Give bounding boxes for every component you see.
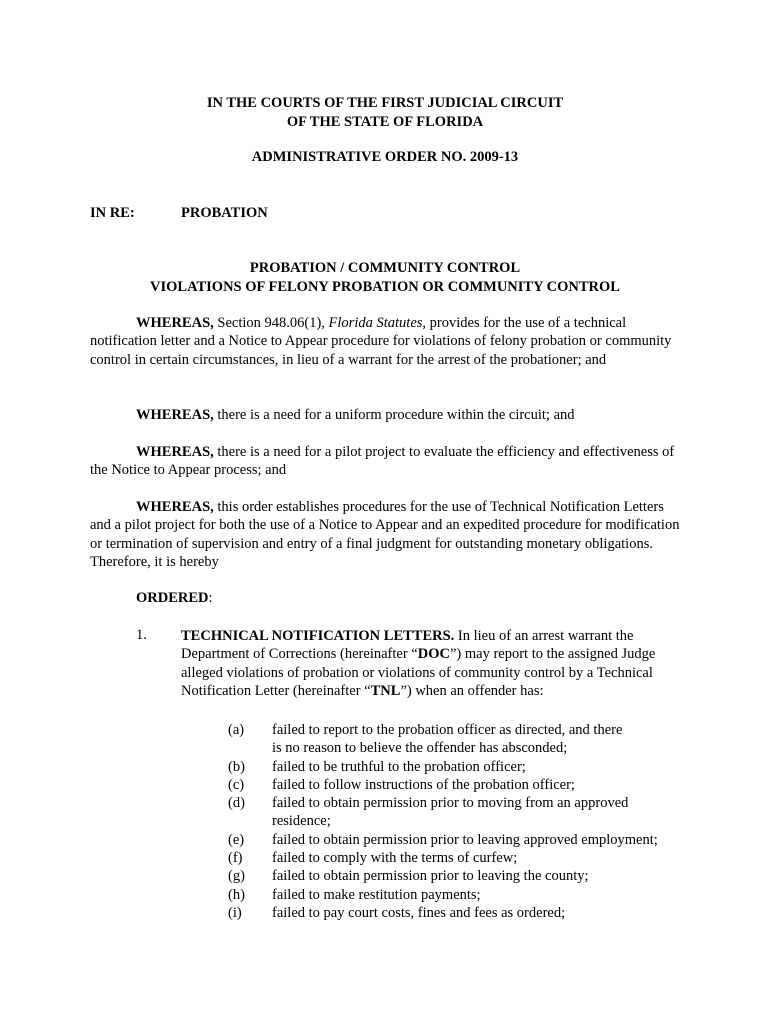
list-item-label: (c) — [228, 776, 245, 793]
list-item-label: (e) — [228, 831, 245, 848]
list-item-label: (f) — [228, 850, 243, 867]
statute-title: Florida Statutes — [328, 315, 423, 331]
list-item-text: failed to report to the probation officer as directed, and there is no reason to believe the offender has absconded; — [272, 722, 623, 757]
whereas-paragraph-2 — [90, 406, 682, 424]
violations-list — [228, 721, 698, 922]
whereas-lead: WHEREAS, — [136, 444, 214, 460]
section-1-text — [181, 627, 681, 701]
ordered-label — [136, 590, 213, 607]
list-item — [228, 904, 698, 922]
list-item-label: (b) — [228, 758, 245, 775]
court-heading-line1: IN THE COURTS OF THE FIRST JUDICIAL CIRCUIT — [206, 95, 564, 111]
list-item-text: failed to comply with the terms of curfew; — [272, 850, 518, 867]
list-item-text: failed to obtain permission prior to leaving the county; — [272, 868, 589, 885]
whereas-paragraph-3 — [90, 443, 682, 480]
list-item — [228, 867, 698, 885]
list-item-label: (i) — [228, 904, 242, 921]
list-item-text: failed to follow instructions of the probation officer; — [272, 776, 575, 793]
list-item-text: failed to obtain permission prior to leaving approved employment; — [272, 831, 658, 848]
section-1-body: ”) may report to the assigned Judge alleged violations of probation or violations of community control by a Technical Notification Letter (hereinafter “ — [181, 646, 656, 700]
list-item-text: failed to make restitution payments; — [272, 886, 481, 903]
whereas-text: there is a need for a uniform procedure within the circuit; and — [213, 407, 575, 423]
subject-line2: VIOLATIONS OF FELONY PROBATION OR COMMUNITY CONTROL — [150, 279, 620, 295]
subject-line1: PROBATION / COMMUNITY CONTROL — [249, 260, 521, 276]
whereas-paragraph-1 — [90, 314, 682, 369]
list-item-text: failed to pay court costs, fines and fees as ordered; — [272, 904, 566, 921]
list-item — [228, 831, 698, 849]
list-item-label: (a) — [228, 722, 245, 738]
whereas-text: , provides for the use of a technical notification letter and a Notice to Appear procedure for violations of felony probation or community control in certain circumstances, in lieu of a warrant for the arrest of the probationer; and — [90, 315, 672, 368]
section-1-body: ”) when an offender has: — [400, 683, 544, 700]
tnl-abbrev: TNL — [370, 683, 401, 700]
whereas-text: Section 948.06(1), — [213, 315, 329, 331]
list-item-text: failed to be truthful to the probation officer; — [272, 758, 526, 775]
list-item-label: (g) — [228, 868, 245, 885]
list-item — [228, 794, 698, 831]
whereas-paragraph-4 — [90, 498, 682, 572]
list-item-label: (d) — [228, 795, 245, 812]
section-1-heading: TECHNICAL NOTIFICATION LETTERS. — [181, 628, 455, 644]
whereas-lead: WHEREAS, — [136, 315, 214, 331]
list-item-label: (h) — [228, 886, 245, 903]
list-item — [228, 721, 698, 758]
doc-abbrev: DOC — [417, 646, 450, 663]
ordered-colon: : — [208, 590, 213, 606]
court-heading-line2: OF THE STATE OF FLORIDA — [286, 114, 484, 130]
list-item — [228, 758, 698, 776]
section-1-number: 1. — [136, 627, 147, 643]
list-item-text: failed to obtain permission prior to moving from an approved residence; — [272, 795, 629, 830]
ordered-word: ORDERED — [136, 590, 209, 606]
list-item — [228, 849, 698, 867]
whereas-text: this order establishes procedures for the use of Technical Notification Letters and a pilot project for both the use of a Notice to Appear and an expedited procedure for modification or termination of supervision and entry of a final judgment for outstanding monetary obligations. Therefore, it is hereby — [90, 499, 680, 571]
section-1-body: In lieu of an arrest warrant the Department of Corrections (hereinafter “ — [181, 628, 634, 663]
whereas-lead: WHEREAS, — [136, 499, 214, 515]
in-re-label: IN RE: — [90, 205, 135, 221]
court-heading — [0, 94, 770, 132]
subject-heading — [0, 259, 770, 297]
in-re-value: PROBATION — [181, 205, 268, 221]
list-item — [228, 886, 698, 904]
whereas-text: there is a need for a pilot project to evaluate the efficiency and effectiveness of the Notice to Appear process; and — [90, 444, 675, 479]
list-item — [228, 776, 698, 794]
order-number: ADMINISTRATIVE ORDER NO. 2009-13 — [251, 149, 519, 165]
whereas-lead: WHEREAS, — [136, 407, 214, 423]
